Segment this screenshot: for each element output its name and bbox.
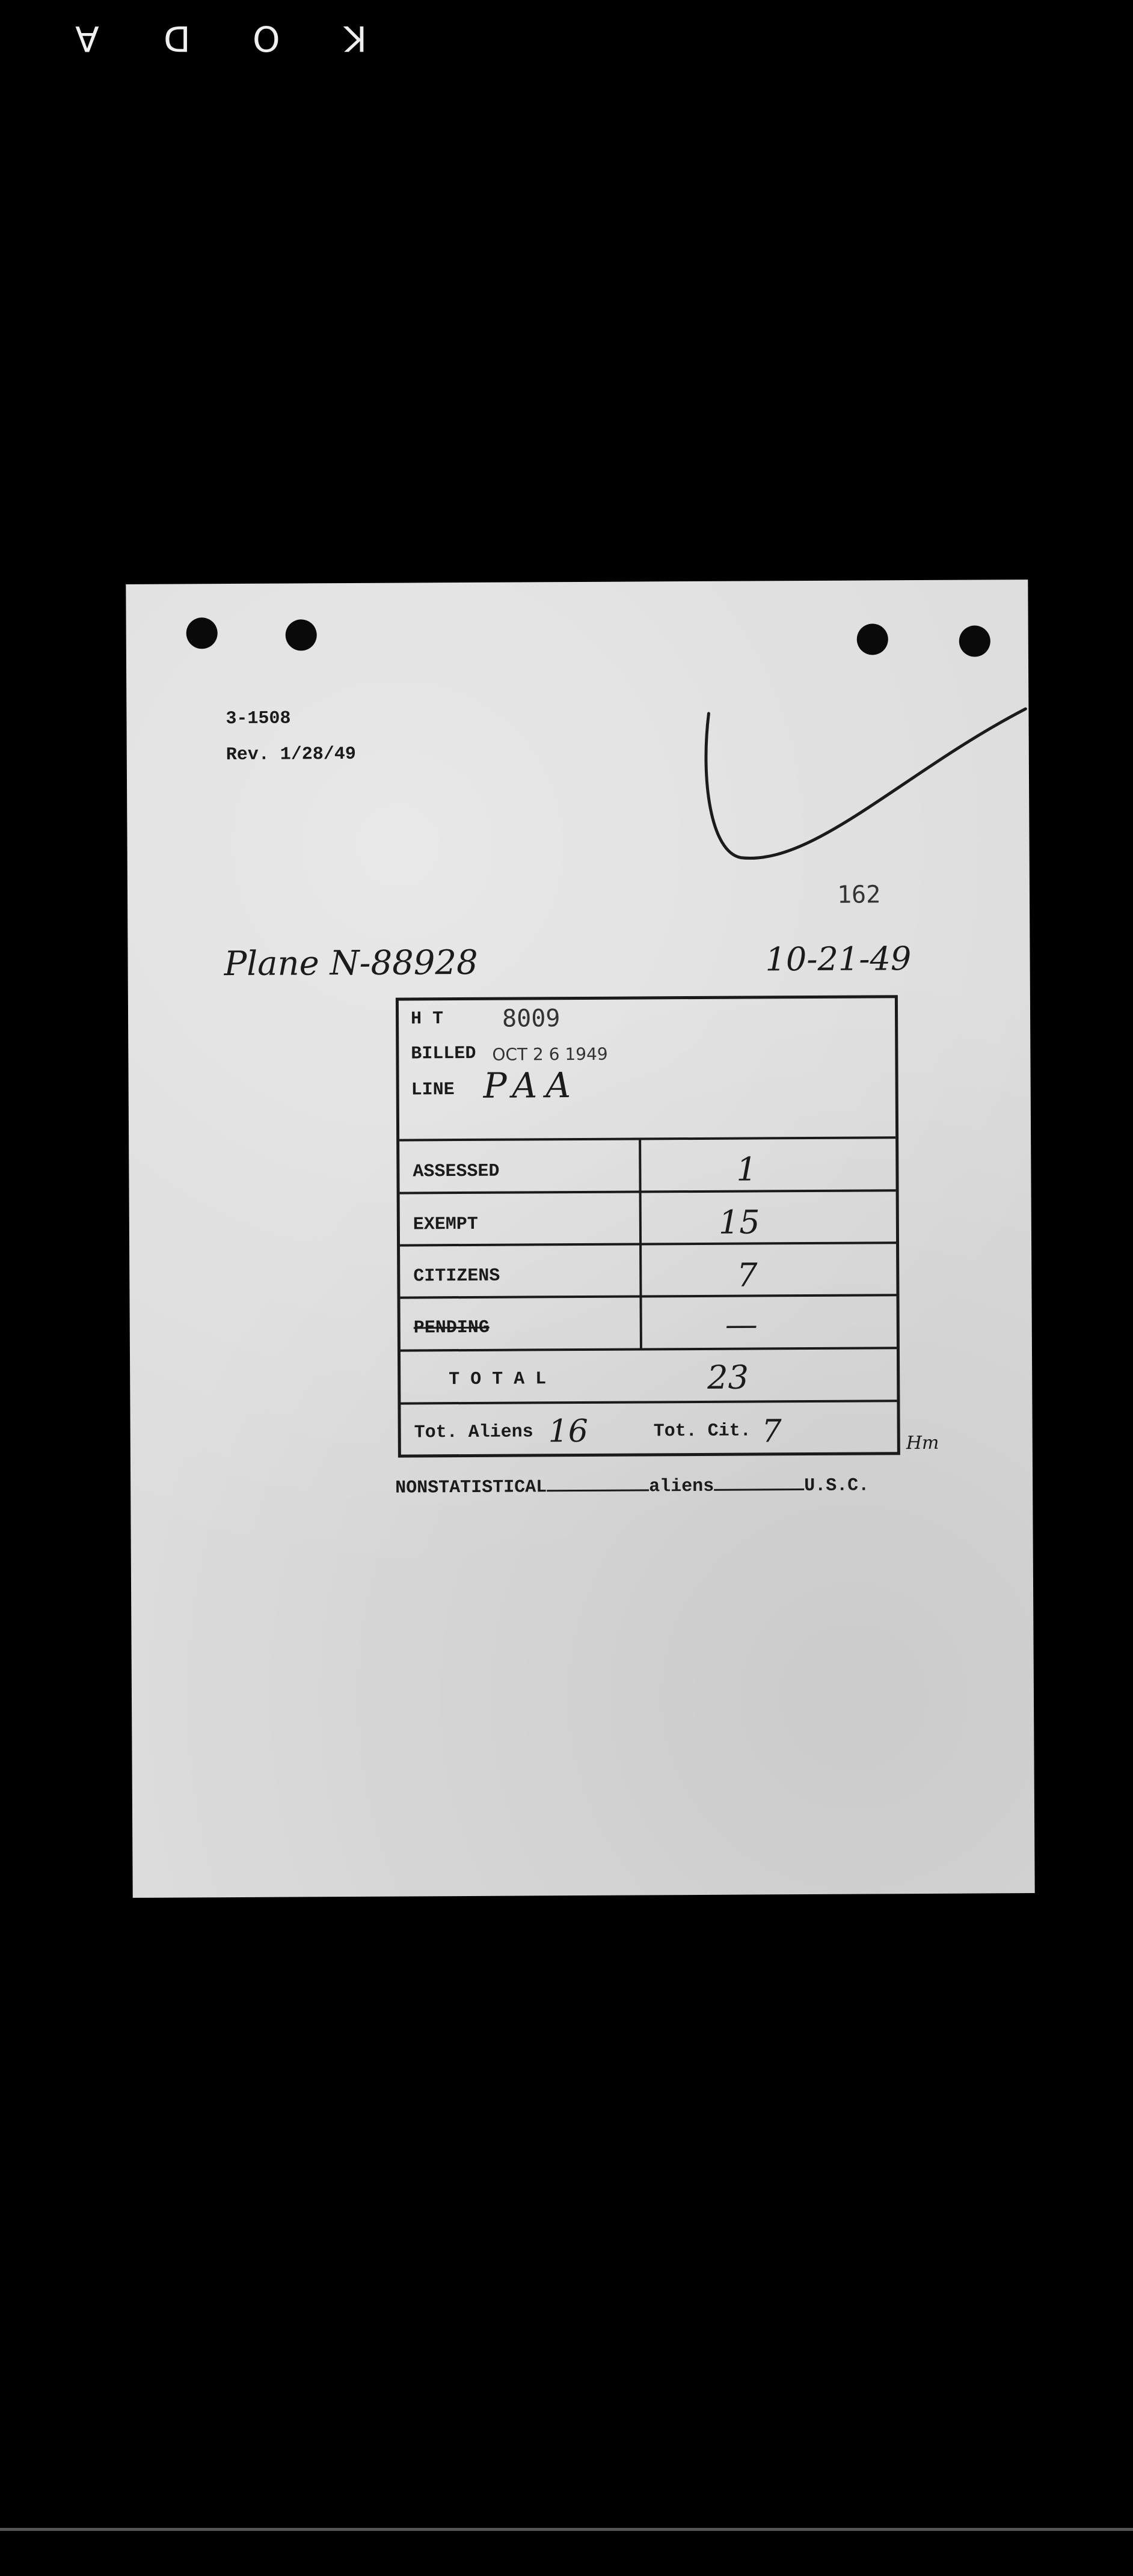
citizens-label: CITIZENS [413, 1265, 500, 1287]
nonstatistical-blank [547, 1472, 649, 1491]
exempt-label: EXEMPT [413, 1214, 478, 1235]
form-number: 3-1508 [226, 708, 291, 730]
tot-cit-label: Tot. Cit. [653, 1421, 751, 1442]
usc-label: U.S.C. [804, 1475, 870, 1497]
film-edge-letter-d: D [164, 18, 191, 59]
pending-value: — [725, 1305, 758, 1344]
nonstatistical-line [395, 1471, 869, 1498]
assessed-value: 1 [736, 1150, 757, 1189]
film-edge-letter-a: A [75, 18, 99, 59]
citizens-value: 7 [737, 1256, 758, 1294]
revision-date: Rev. 1/28/49 [226, 744, 356, 766]
assessed-label: ASSESSED [413, 1161, 500, 1182]
tot-aliens-value: 16 [548, 1413, 589, 1450]
tot-cit-value: 7 [761, 1413, 782, 1450]
punch-hole [186, 617, 218, 649]
page-number: 162 [837, 881, 881, 909]
billed-label: BILLED [411, 1043, 476, 1065]
document-page [126, 580, 1034, 1898]
line-value: PAA [483, 1065, 580, 1106]
pen-checkmark-icon [704, 706, 1029, 870]
ht-value: 8009 [502, 1005, 560, 1033]
film-bottom-edge [0, 2528, 1133, 2531]
film-edge-letter-o: O [253, 18, 280, 59]
exempt-value: 15 [718, 1203, 760, 1241]
punch-hole [959, 625, 990, 656]
billed-date-stamp: OCT 2 6 1949 [492, 1044, 608, 1065]
film-edge-letter-k: K [344, 18, 367, 59]
aliens-label: aliens [649, 1476, 714, 1498]
reviewer-initials: Hm [906, 1432, 939, 1454]
punch-hole [857, 623, 888, 655]
handwritten-date: 10-21-49 [765, 940, 912, 979]
punch-hole [286, 619, 317, 650]
ht-label: H T [410, 1009, 444, 1030]
usc-blank [714, 1472, 804, 1491]
total-label: T O T A L [449, 1369, 547, 1390]
line-label: LINE [411, 1080, 455, 1101]
nonstatistical-label: NONSTATISTICAL [395, 1477, 547, 1499]
passenger-count-form [396, 995, 900, 1457]
total-value: 23 [707, 1358, 749, 1397]
plane-number: Plane N-88928 [224, 943, 478, 984]
pending-label: PENDING [413, 1317, 490, 1339]
tot-aliens-label: Tot. Aliens [414, 1422, 533, 1443]
